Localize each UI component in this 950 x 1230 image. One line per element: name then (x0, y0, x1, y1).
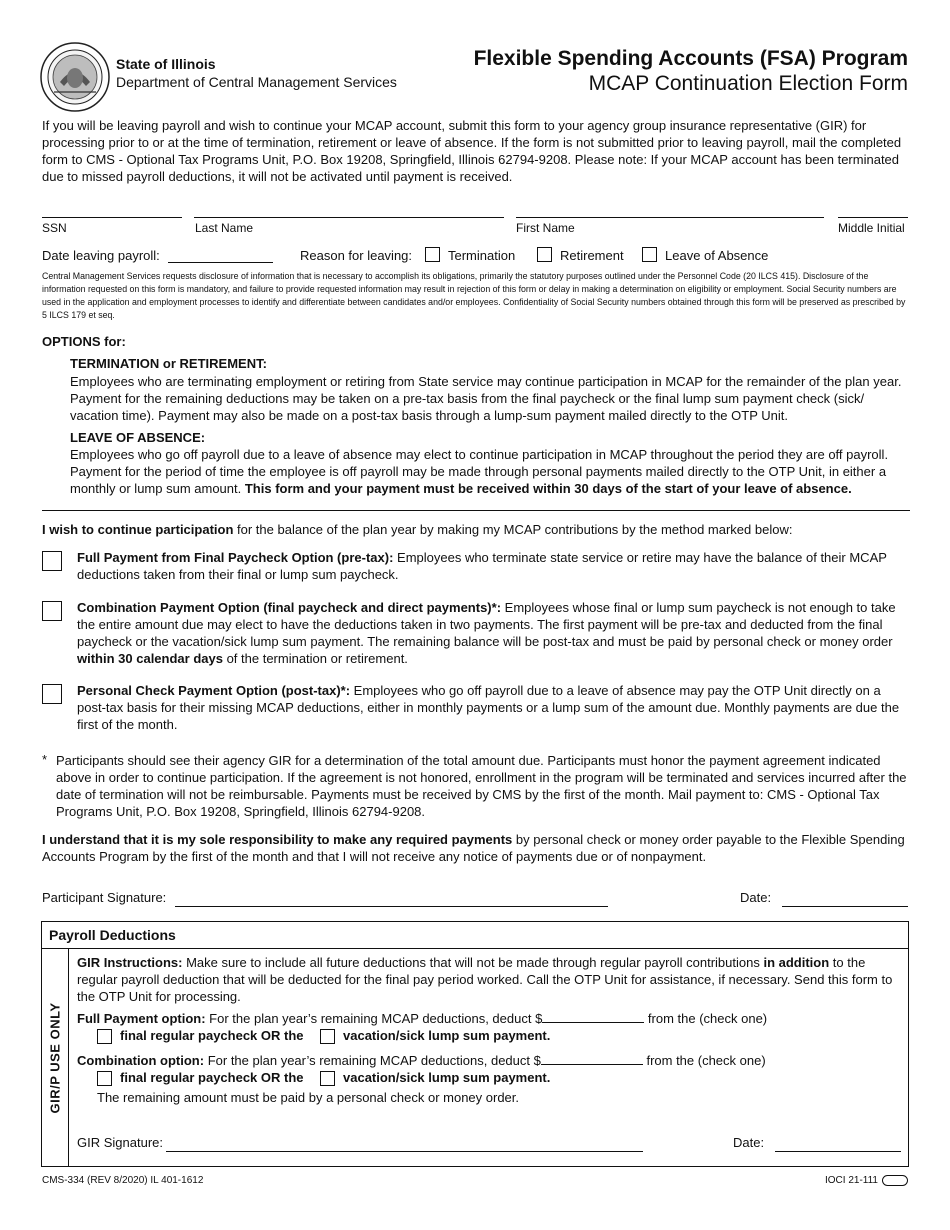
participant-signature-field[interactable] (175, 906, 608, 907)
leave-of-absence-heading: LEAVE OF ABSENCE: (70, 430, 206, 445)
termination-retirement-text: Employees who are terminating employment or retiring from State service may continue participation in MCAP for the remainder of the plan year. Payment for the remaining deductions may be taken on a pre-tax basis from the final paycheck or the final lump sum payment check (sick/ vacation time). Payment may also be made on a post-tax basis through a lump-sum payment mailed directly to the OTP Unit. (70, 374, 902, 423)
form-number: CMS-334 (REV 8/2020) IL 401-1612 (42, 1175, 204, 1186)
note-asterisk: * (42, 752, 48, 767)
full-payment-deduction-row (77, 1011, 767, 1026)
leave-of-absence-label: Leave of Absence (665, 248, 769, 263)
combination-payment-checkbox[interactable] (42, 601, 62, 621)
reason-label: Reason for leaving: (300, 248, 413, 263)
leave-of-absence-body: Employees who go off payroll due to a leave of absence may elect to continue participation in MCAP throughout the period they are off payroll. Payment for the period of time the employee is off payroll may be made through personal payments mailed directly to the OTP Unit, in either a monthly or lump sum amount. (70, 447, 889, 496)
combo-vacation-sick-checkbox[interactable] (320, 1071, 335, 1086)
combo-final-paycheck-label: final regular paycheck OR the (120, 1070, 304, 1085)
combination-payment-option-title: Combination Payment Option (final paycheck and direct payments)*: (77, 600, 502, 615)
first-name-field[interactable] (516, 217, 824, 218)
full-payment-option-text (77, 549, 909, 583)
participant-note: Participants should see their agency GIR for a determination of the total amount due. Participants must honor the payment agreement indicated above in order to continue participation. If the agreement is not honored, enrollment in the program will be terminated and services incurred after the date of termination will not be reimbursable. Payments must be received by CMS by the first of the month. Mail payment to: CMS - Optional Tax Programs Unit, P.O. Box 19208, Springfield, Illinois 62794-9208. (56, 753, 907, 819)
full-payment-deduction-title: Full Payment option: (77, 1011, 206, 1026)
participant-signature-label: Participant Signature: (42, 890, 167, 905)
full-vacation-sick-checkbox[interactable] (320, 1029, 335, 1044)
gir-date-field[interactable] (775, 1151, 901, 1152)
gir-signature-label: GIR Signature: (77, 1135, 163, 1150)
leave-of-absence-checkbox[interactable] (642, 247, 657, 262)
gir-signature-field[interactable] (166, 1151, 643, 1152)
gir-instructions-title: GIR Instructions: (77, 955, 183, 970)
responsibility-rest: by personal check or money order payable to the Flexible Spending Accounts Program by the first of the month and that I will not receive any notice of payments due or of nonpayment. (42, 832, 905, 864)
full-payment-check-one: from the (check one) (644, 1011, 768, 1026)
intro-paragraph: If you will be leaving payroll and wish to continue your MCAP account, submit this form to your agency group insurance representative (GIR) for processing prior to or at the time of termination, retirement or leave of absence. If the form is not submitted prior to leaving payroll, mail the completed form to CMS - Optional Tax Programs Unit, P.O. Box 19208, Springfield, Illinois 62794-9208. Please note: If your MCAP account has been terminated due to missed payroll deductions, it will not be activated until payment is received. (42, 118, 902, 184)
middle-initial-field[interactable] (838, 217, 908, 218)
full-payment-amount-field[interactable] (542, 1011, 644, 1023)
combination-payment-option-text (77, 599, 909, 667)
state-seal-logo (40, 42, 110, 112)
gir-use-only-column (41, 949, 69, 1167)
combo-final-paycheck-checkbox[interactable] (97, 1071, 112, 1086)
form-title: Flexible Spending Accounts (FSA) Program (473, 47, 908, 70)
continue-participation-rest: for the balance of the plan year by making my MCAP contributions by the method marked below: (233, 522, 793, 537)
form-subtitle: MCAP Continuation Election Form (588, 72, 908, 95)
ioci-code (825, 1175, 908, 1186)
full-final-paycheck-checkbox[interactable] (97, 1029, 112, 1044)
leave-of-absence-deadline: This form and your payment must be received within 30 days of the start of your leave of absence. (244, 481, 852, 496)
payroll-deductions-header (41, 921, 909, 949)
responsibility-bold: I understand that it is my sole responsibility to make any required payments (42, 832, 513, 847)
combination-check-one: from the (check one) (642, 1053, 766, 1068)
responsibility-statement (42, 831, 912, 865)
gir-use-only-label: GIR/P USE ONLY (47, 1002, 62, 1114)
combination-deduction-title: Combination option: (77, 1053, 205, 1068)
section-divider (42, 510, 910, 511)
full-vacation-sick-label: vacation/sick lump sum payment. (343, 1028, 551, 1043)
gir-instructions-body: Make sure to include all future deductions that will not be made through regular payroll contributions (182, 955, 764, 970)
combination-amount-field[interactable] (541, 1053, 643, 1065)
personal-check-option-text (77, 682, 909, 733)
remaining-amount-note: The remaining amount must be paid by a personal check or money order. (97, 1090, 520, 1105)
date-leaving-label: Date leaving payroll: (42, 248, 160, 263)
leave-of-absence-text (70, 446, 910, 497)
personal-check-checkbox[interactable] (42, 684, 62, 704)
full-final-paycheck-label: final regular paycheck OR the (120, 1028, 304, 1043)
gir-instructions-emphasis: in addition (763, 955, 830, 970)
continue-participation-bold: I wish to continue participation (42, 522, 234, 537)
personal-check-option-body: Employees who go off payroll due to a leave of absence may pay the OTP Unit directly on a post-tax basis for their missing MCAP deductions, either in monthly payments or a lump sum of the amount due. Monthly payments are due the first of the month. (77, 683, 900, 732)
termination-checkbox[interactable] (425, 247, 440, 262)
agency-department: Department of Central Management Services (116, 74, 397, 90)
first-name-label: First Name (516, 221, 575, 235)
gir-instructions (77, 954, 903, 1005)
ioci-logo-icon (882, 1175, 908, 1186)
combination-payment-option-end: of the termination or retirement. (222, 651, 408, 666)
combination-deduction-row (77, 1053, 766, 1068)
combo-vacation-sick-label: vacation/sick lump sum payment. (343, 1070, 551, 1085)
retirement-checkbox[interactable] (537, 247, 552, 262)
middle-initial-label: Middle Initial (838, 221, 905, 235)
full-payment-option-title: Full Payment from Final Paycheck Option (pre-tax): (77, 550, 394, 565)
date-leaving-field[interactable] (168, 262, 273, 263)
ioci-number: IOCI 21-111 (825, 1175, 878, 1187)
full-payment-option-body: Employees who terminate state service or retire may have the balance of their MCAP deductions taken from their final or lump sum paycheck. (77, 550, 887, 582)
personal-check-option-title: Personal Check Payment Option (post-tax)*: (77, 683, 351, 698)
ssn-field[interactable] (42, 217, 182, 218)
agency-state: State of Illinois (116, 56, 216, 72)
gir-date-label: Date: (733, 1135, 765, 1150)
options-heading: OPTIONS for: (42, 334, 126, 349)
combination-payment-deadline: within 30 calendar days (77, 651, 223, 666)
last-name-field[interactable] (194, 217, 504, 218)
combination-payment-option-body: Employees whose final or lump sum paycheck is not enough to take the entire amount due may elect to have the deductions taken in two payments. The first payment will be pre-tax and deducted from the final paycheck or the vacation/sick lump sum payment. The remaining balance will be post-tax and must be paid by personal check or money order (77, 600, 896, 649)
retirement-label: Retirement (560, 248, 624, 263)
last-name-label: Last Name (195, 221, 254, 235)
payroll-deductions-title: Payroll Deductions (49, 927, 176, 943)
full-payment-deduction-text: For the plan year’s remaining MCAP deductions, deduct $ (205, 1011, 543, 1026)
participant-date-field[interactable] (782, 906, 908, 907)
combination-deduction-text: For the plan year’s remaining MCAP deductions, deduct $ (204, 1053, 541, 1068)
disclosure-text: Central Management Services requests disclosure of information that is necessary to accomplish its obligations, primarily the statutory purposes outlined under the Personnel Code (20 ILCS 415). Disclosure of the information requested on this form is mandatory, and failure to provide requested information may result in rejection of this form or delay in making a determination on eligibility or employment. Social Security numbers are used in the application and employment processes to identify and differentiate between candidates and/or employees. Confidentiality of Social Security numbers obtained through this form will be preserved as prescribed by 5 ILCS 179 et seq. (42, 271, 906, 320)
gir-instructions-end: to the regular payroll deduction that will be deducted for the final pay period worked. Call the OTP Unit for assistance, if necessary. Send this form to the OTP Unit for processing. (77, 955, 893, 1004)
termination-retirement-heading: TERMINATION or RETIREMENT: (70, 356, 267, 371)
continue-participation-statement (42, 522, 912, 537)
ssn-label: SSN (42, 221, 67, 235)
participant-date-label: Date: (740, 890, 772, 905)
termination-label: Termination (448, 248, 516, 263)
full-payment-checkbox[interactable] (42, 551, 62, 571)
